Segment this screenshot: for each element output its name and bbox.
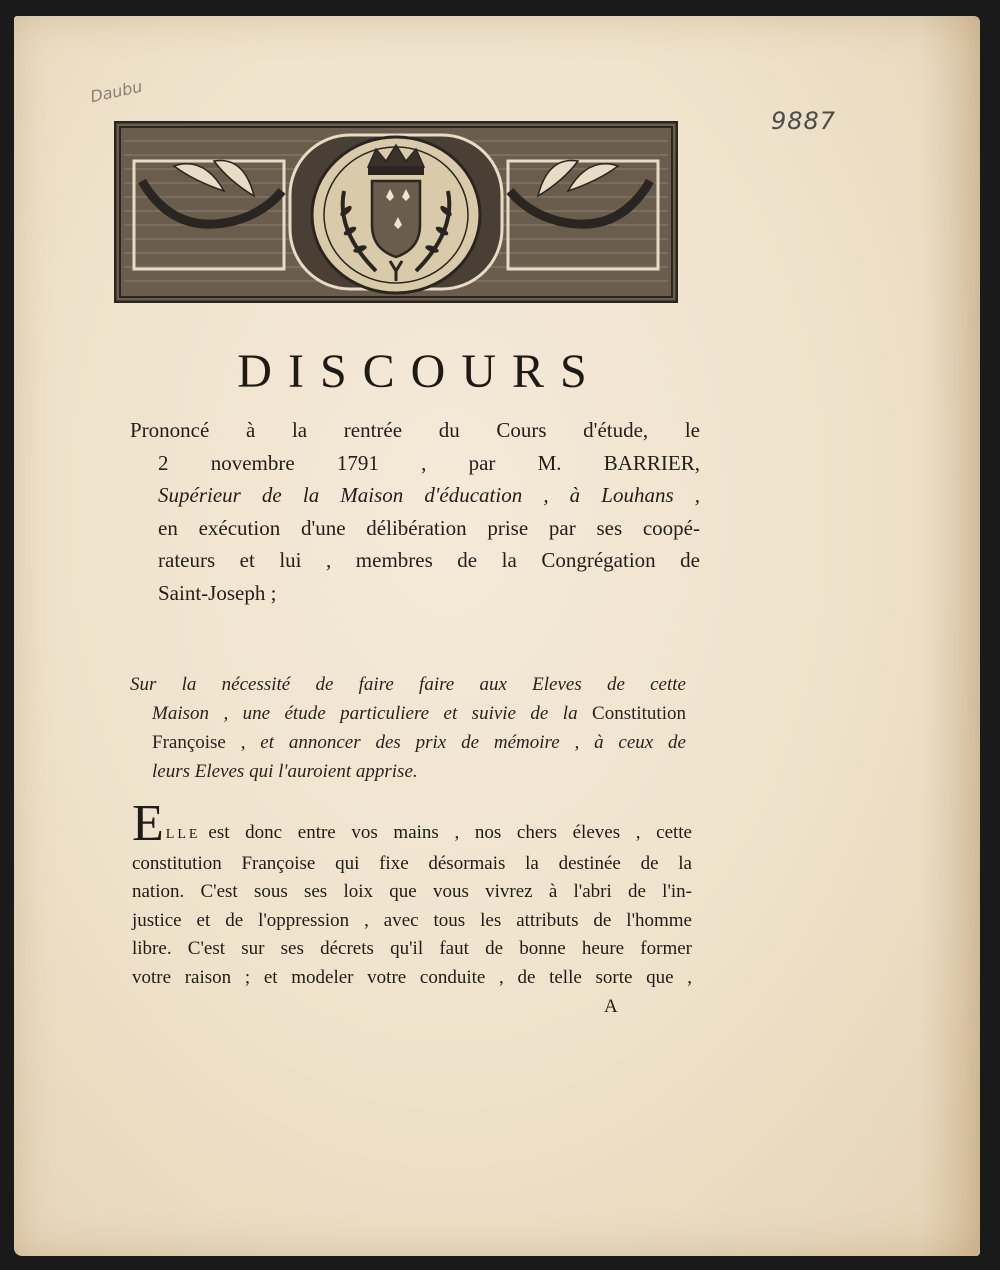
subtitle-line: 2 novembre 1791 , par M. BARRIER, <box>158 450 700 475</box>
signature-mark: A <box>604 996 618 1017</box>
summary-line: Sur la nécessité de faire faire aux Eleves de cette <box>130 674 686 695</box>
summary-roman-text: Françoise <box>152 732 226 753</box>
subtitle-line: Supérieur de la Maison d'éducation , à Louhans , <box>158 483 700 507</box>
subtitle-line: Prononcé à la rentrée du Cours d'étude, le <box>130 418 700 442</box>
subtitle-line: en exécution d'une délibération prise par ses coopé- <box>158 515 700 540</box>
catalog-number: 9887 <box>771 107 837 135</box>
summary-roman-text: Constitution <box>577 703 686 724</box>
summary-line: leurs Eleves qui l'auroient apprise. <box>152 761 418 782</box>
body-line: nation. C'est sous ses loix que vous vivrez à l'abri de l'in- <box>132 881 692 902</box>
summary-italic-text: Maison , une étude particuliere et suivie de la <box>152 703 578 724</box>
body-line-first <box>132 795 692 852</box>
royal-arms-banner-icon <box>114 121 678 303</box>
subtitle-line: rateurs et lui , membres de la Congrégation de <box>158 548 700 572</box>
body-text <box>132 795 692 992</box>
summary-italic-text: , et annoncer des prix de mémoire , à ceux de <box>225 732 686 753</box>
summary-line <box>130 699 686 728</box>
drop-cap: E <box>132 795 164 852</box>
summary-line <box>130 728 686 757</box>
page-title: DISCOURS <box>237 345 603 398</box>
body-line-rest: est donc entre vos mains , nos chers éleves , cette <box>208 822 692 843</box>
subtitle-block <box>130 414 700 609</box>
body-line: votre raison ; et modeler votre conduite , de telle sorte que , <box>132 966 692 988</box>
body-line: constitution Françoise qui fixe désormais la destinée de la <box>132 852 692 874</box>
body-line: justice et de l'oppression , avec tous les attributs de l'homme <box>132 909 692 931</box>
body-line: libre. C'est sur ses décrets qu'il faut de bonne heure former <box>132 938 692 959</box>
subtitle-line: Saint-Joseph ; <box>158 580 277 605</box>
small-caps-text: LLE <box>165 827 201 842</box>
handwritten-margin-note: Daubu <box>88 76 144 107</box>
summary-block <box>130 670 686 786</box>
